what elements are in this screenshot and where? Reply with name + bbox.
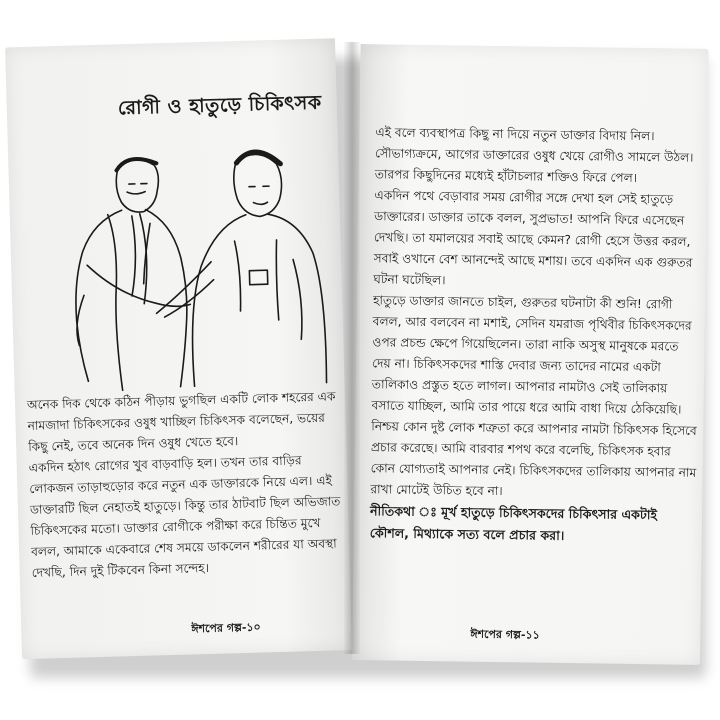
right-page-text — [370, 122, 702, 549]
moral-text: নীতিকথা ঃ মূর্খ হাতুড়ে চিকিৎসকদের চিকিৎসার একটাই কৌশল, মিথ্যাকে সত্য বলে প্রচার করা। — [369, 503, 658, 543]
paragraph: হাতুড়ে ডাক্তার জানতে চাইল, গুরুতর ঘটনাটা কী শুনি! রোগী বলল, আর বলবেন না মশাই, সেদিন যমরাজ পৃথিবীর চিকিৎসকদের ওপর প্রচন্ড ক্ষেপে গিয়েছিলেন। তারা নাকি অসুস্থ মানুষকে মরতে দেয় না। চিকিৎসকদের শাস্তি দেবার জন্য তাদের নামের একটা তালিকাও প্রস্তুত হতে লাগল। আপনার নামটাও সেই তালিকায় বসাতে যাচ্ছিল, আমি তার পায়ে ধরে আমি বাধা দিয়ে ঠেকিয়েছি। নিশ্চয় কোন দুষ্ট লোক শত্রুতা করে আপনার নামটা চিকিৎসক হিসেবে প্রচার করেছে। আমি বারবার শপথ করে বলেছি, চিকিৎসক হবার কোন যোগ্যতাই আপনার নেই। চিকিৎসকদের তালিকায় আপনার নাম রাখা মোটেই উচিত হবে না। — [370, 293, 697, 499]
open-book — [22, 38, 702, 668]
page-number: ঈশপের গল্প-১০ — [191, 620, 261, 636]
two-men-illustration — [60, 138, 337, 395]
left-page-text — [27, 386, 350, 584]
paragraph: একদিন হঠাৎ রোগের খুব বাড়বাড়ি হল। তখন তার বাড়ির লোকজন তাড়াহুড়োর করে নতুন এক ডাক্তারকে নিয়ে এল। এই ডাক্তারটি ছিল নেহাতই হাতুড়ে। কিন্তু তার ঠাটবাট ছিল অভিজাত চিকিৎসকের মতো। ডাক্তার রোগীকে পরীক্ষা করে চিন্তিত মুখে বলল, আমাকে একেবারে শেষ সময়ে ডাকলেন শরীরের যা অবস্থা দেখছি, দিন দুই টিকবেন কিনা সন্দেহ। — [28, 453, 341, 580]
story-title: রোগী ও হাতুড়ে চিকিৎসক — [117, 91, 322, 120]
page-number: ঈশপের গল্প-১১ — [470, 627, 540, 642]
paragraph: অনেক দিক থেকে কঠিন পীড়ায় ভুগছিল একটি লোক শহরের এক নামজাদা চিকিৎসকের ওষুধ খাচ্ছিল চিকিৎসক বলেছেন, ভয়ের কিছু নেই, তবে অনেক দিন ওষুধ খেতে হবে। — [26, 389, 336, 454]
book-gutter — [344, 42, 360, 654]
right-page — [352, 44, 709, 665]
paragraph: একদিন পথে বেড়াবার সময় রোগীর সঙ্গে দেখা হল সেই হাতুড়ে ডাক্তারের। ডাক্তার তাকে বলল, সুপ্রভাত! আপনি ফিরে এসেছেন দেখছি। তা যমালয়ের সবাই আছে কেমন? রোগী হেসে উত্তর করল, সবাই ওখানে বেশ আনন্দেই আছে মশায়। তবে একদিন এক গুরুতর ঘটনা ঘটেছিল। — [373, 188, 693, 288]
left-page — [5, 38, 352, 659]
paragraph: এই বলে ব্যবস্থাপত্র কিছু না দিয়ে নতুন ডাক্তার বিদায় নিল। সৌভাগ্যক্রমে, আগের ডাক্তারের ওষুধ খেয়ে রোগীও সামলে উঠল। তারপর কিছুদিনের মধ্যেই হাঁটাচলার শক্তিও ফিরে পেল। — [374, 125, 694, 185]
